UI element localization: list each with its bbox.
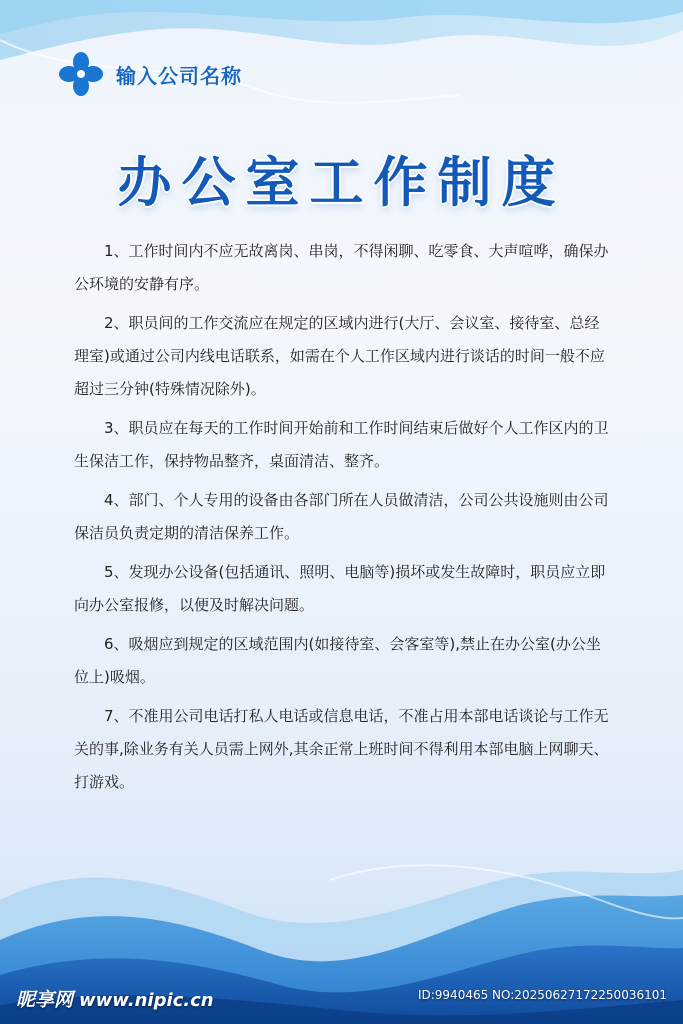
watermark-site-name: 昵享网 bbox=[16, 989, 74, 1011]
header bbox=[56, 48, 242, 100]
watermark-site-url: www.nipic.cn bbox=[79, 990, 214, 1011]
rule-item: 7、不准用公司电话打私人电话或信息电话，不准占用本部电话谈论与工作无关的事,除业务有关人员需上网外,其余正常上班时间不得利用本部电脑上网聊天、打游戏。 bbox=[74, 707, 609, 791]
watermark-site bbox=[16, 985, 214, 1012]
rules-list bbox=[74, 235, 614, 805]
clover-logo-icon bbox=[56, 49, 106, 99]
rule-item: 1、工作时间内不应无故离岗、串岗，不得闲聊、吃零食、大声喧哗，确保办公环境的安静有序。 bbox=[74, 242, 609, 293]
rule-item: 6、吸烟应到规定的区域范围内(如接待室、会客室等),禁止在办公室(办公坐位上)吸烟。 bbox=[74, 635, 601, 686]
rule-item: 5、发现办公设备(包括通讯、照明、电脑等)损坏或发生故障时，职员应立即向办公室报修，以便及时解决问题。 bbox=[74, 563, 606, 614]
page-title: 办公室工作制度 bbox=[117, 151, 566, 214]
rule-item: 2、职员间的工作交流应在规定的区域内进行(大厅、会议室、接待室、总经理室)或通过公司内线电话联系，如需在个人工作区域内进行谈话的时间一般不应超过三分钟(特殊情况除外)。 bbox=[74, 314, 605, 398]
rule-item: 4、部门、个人专用的设备由各部门所在人员做清洁，公司公共设施则由公司保洁员负责定期的清洁保养工作。 bbox=[74, 491, 609, 542]
company-name: 输入公司名称 bbox=[116, 63, 242, 88]
rule-item: 3、职员应在每天的工作时间开始前和工作时间结束后做好个人工作区内的卫生保洁工作，保持物品整齐，桌面清洁、整齐。 bbox=[74, 419, 609, 470]
watermark-id: ID:9940465 NO:20250627172250036101 bbox=[417, 988, 667, 1002]
